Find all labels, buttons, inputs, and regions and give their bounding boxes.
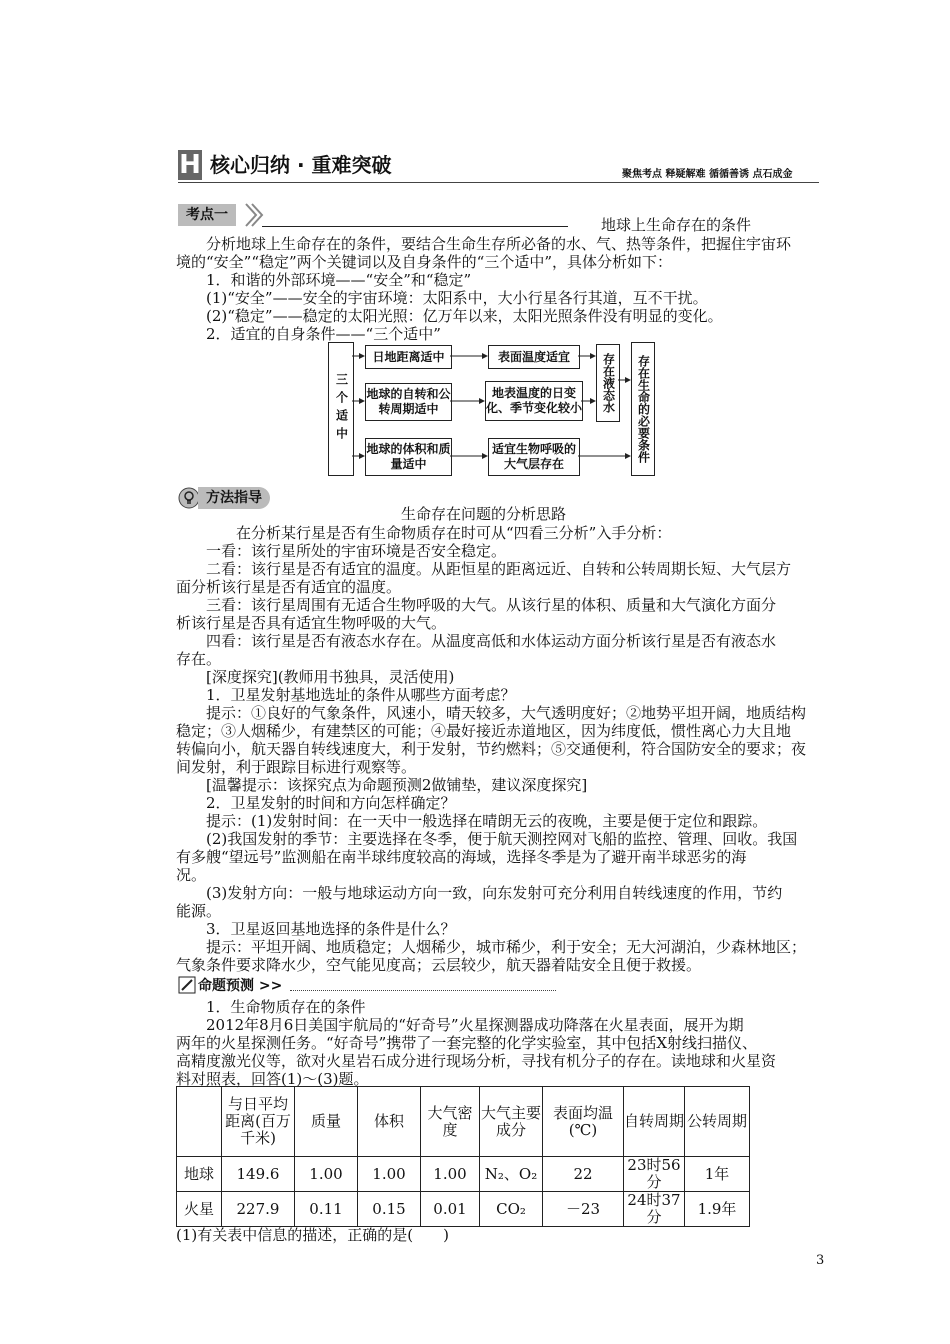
table-cell: CO₂ <box>480 1192 543 1227</box>
table-header: 与日平均距离(百万千米) <box>222 1087 295 1157</box>
table-header: 表面均温(℃) <box>543 1087 624 1157</box>
lightbulb-icon <box>178 487 200 509</box>
table-header: 大气密度 <box>421 1087 480 1157</box>
kaodian-arrow-icon <box>244 202 264 228</box>
para3-line: 2012年8月6日美国宇航局的“好奇号”火星探测器成功降落在火星表面，展开为期 <box>176 1016 744 1034</box>
table-row <box>177 1157 750 1192</box>
diagram-mid-box: 存在液态水 <box>596 344 620 422</box>
pencil-icon <box>178 976 196 994</box>
predict-rule <box>290 990 556 991</box>
para2-line: 提示：(1)发射时间：在一天中一般选择在晴朗无云的夜晚，主要是便于定位和跟踪。 <box>176 812 768 830</box>
para2-line: 气象条件要求降水少，空气能见度高；云层较少，航天器着陆安全且便于救援。 <box>176 956 702 974</box>
table-cell: 0.11 <box>295 1192 358 1227</box>
para2-line: 2．卫星发射的时间和方向怎样确定？ <box>176 794 456 812</box>
diagram-row1-b: 表面温度适宜 <box>488 345 580 369</box>
para2-line: 四看：该行星是否有液态水存在。从温度高低和水体运动方面分析该行星是否有液态水 <box>176 632 777 650</box>
table-row <box>177 1192 750 1227</box>
table-cell: 1.00 <box>358 1157 421 1192</box>
section-subtitle: 聚焦考点 释疑解难 循循善诱 点石成金 <box>622 169 793 180</box>
para2-line: 能源。 <box>176 902 222 920</box>
table-cell: 149.6 <box>222 1157 295 1192</box>
para2-line: 在分析某行星是否有生命物质存在时可从“四看三分析”入手分析： <box>176 524 672 542</box>
table-cell: 1.9年 <box>685 1192 750 1227</box>
para3-line: 高精度激光仪等，欲对火星岩石成分进行现场分析，寻找有机分子的存在。读地球和火星资 <box>176 1052 777 1070</box>
para3-line: 1．生命物质存在的条件 <box>176 998 366 1016</box>
diagram-right-box: 存在生命的必要条件 <box>631 342 655 476</box>
para2-line: 二看：该行星是否有适宜的温度。从距恒星的距离远近、自转和公转周期长短、大气层方 <box>176 560 792 578</box>
para1-line: 1．和谐的外部环境——“安全”和“稳定” <box>176 271 472 289</box>
para2-line: 面分析该行星是否有适宜的温度。 <box>176 578 402 596</box>
table-cell: 0.15 <box>358 1192 421 1227</box>
table-cell: 1.00 <box>421 1157 480 1192</box>
diagram-row3-b: 适宜生物呼吸的大气层存在 <box>488 438 580 476</box>
para3-line: 两年的火星探测任务。“好奇号”携带了一套完整的化学实验室，其中包括X射线扫描仪、 <box>176 1034 758 1052</box>
diagram-row3-a: 地球的体积和质量适中 <box>365 438 452 476</box>
table-cell: 火星 <box>177 1192 222 1227</box>
para2-line: 1．卫星发射基地选址的条件从哪些方面考虑？ <box>176 686 516 704</box>
para2-line: 一看：该行星所处的宇宙环境是否安全稳定。 <box>176 542 507 560</box>
comparison-table <box>176 1086 750 1227</box>
diagram-left-box: 三个适中 <box>328 342 354 476</box>
para2-line: [深度探究](教师用书独具，灵活使用) <box>176 668 455 686</box>
table-header <box>177 1087 222 1157</box>
para2-line: 三看：该行星周围有无适合生物呼吸的大气。从该行星的体积、质量和大气演化方面分 <box>176 596 777 614</box>
para2-line: 3．卫星返回基地选择的条件是什么？ <box>176 920 456 938</box>
para2-line: 况。 <box>176 866 207 884</box>
table-header: 大气主要成分 <box>480 1087 543 1157</box>
table-cell: 24时37分 <box>624 1192 685 1227</box>
method-tag: 方法指导 <box>198 487 270 509</box>
table-cell: 1年 <box>685 1157 750 1192</box>
para2-line: 稳定；③人烟稀少，有建禁区的可能；④最好接近赤道地区，因为纬度低，惯性离心力大且地 <box>176 722 792 740</box>
diagram-arrows <box>328 340 658 480</box>
diagram-row1-a: 日地距离适中 <box>365 345 452 369</box>
table-cell: 22 <box>543 1157 624 1192</box>
table-cell: 227.9 <box>222 1192 295 1227</box>
para2-line: 存在。 <box>176 650 222 668</box>
para1-line: (1)“安全”——安全的宇宙环境：太阳系中，大小行星各行其道，互不干扰。 <box>176 289 708 307</box>
para3-line: 料对照表，回答(1)～(3)题。 <box>176 1070 369 1088</box>
table-cell: －23 <box>543 1192 624 1227</box>
table-cell: 0.01 <box>421 1192 480 1227</box>
para1-line: 2．适宜的自身条件——“三个适中” <box>176 325 441 343</box>
para2-line: 析该行星是否具有适宜生物呼吸的大气。 <box>176 614 447 632</box>
header-badge: H <box>179 150 201 180</box>
para2-line: 转偏向小，航天器自转线速度大，利于发射，节约燃料；⑤交通便利，符合国防安全的要求；夜 <box>176 740 807 758</box>
table-header: 体积 <box>358 1087 421 1157</box>
kaodian-rule <box>262 226 568 227</box>
diagram-row2-b: 地表温度的日变化、季节变化较小 <box>485 381 583 421</box>
para2-line: (2)我国发射的季节：主要选择在冬季，便于航天测控网对飞船的监控、管理、回收。我国 <box>176 830 798 848</box>
table-header: 自转周期 <box>624 1087 685 1157</box>
method-title: 生命存在问题的分析思路 <box>401 505 567 523</box>
table-header: 公转周期 <box>685 1087 750 1157</box>
kaodian-tag: 考点一 <box>178 204 236 226</box>
para2-line: [温馨提示：该探究点为命题预测2做铺垫，建议深度探究] <box>176 776 588 794</box>
diagram-row2-a: 地球的自转和公转周期适中 <box>365 383 452 421</box>
question: (1)有关表中信息的描述，正确的是( ) <box>176 1226 449 1244</box>
para1-line: (2)“稳定”——稳定的太阳光照：亿万年以来，太阳光照条件没有明显的变化。 <box>176 307 723 325</box>
kaodian-title: 地球上生命存在的条件 <box>601 216 752 234</box>
para2-line: (3)发射方向：一般与地球运动方向一致，向东发射可充分利用自转线速度的作用，节约 <box>176 884 783 902</box>
table-cell: 23时56分 <box>624 1157 685 1192</box>
para2-line: 间发射，利于跟踪目标进行观察等。 <box>176 758 417 776</box>
predict-tag: 命题预测 >> <box>198 978 283 994</box>
para1-line: 分析地球上生命存在的条件，要结合生命生存所必备的水、气、热等条件，把握住宇宙环 <box>176 235 792 253</box>
para2-line: 提示：①良好的气象条件，风速小，晴天较多，大气透明度好；②地势平坦开阔，地质结构 <box>176 704 807 722</box>
table-cell: N₂、O₂ <box>480 1157 543 1192</box>
table-cell: 地球 <box>177 1157 222 1192</box>
table-header: 质量 <box>295 1087 358 1157</box>
para2-line: 提示：平坦开阔、地质稳定；人烟稀少，城市稀少，利于安全；无大河湖泊，少森林地区； <box>176 938 807 956</box>
para2-line: 有多艘“望远号”监测船在南半球纬度较高的海域，选择冬季是为了避开南半球恶劣的海 <box>176 848 747 866</box>
page-number: 3 <box>816 1253 825 1268</box>
header-rule <box>178 182 819 183</box>
section-title: 核心归纳 · 重难突破 <box>210 153 392 177</box>
para1-line: 境的“安全”“稳定”两个关键词以及自身条件的“三个适中”，具体分析如下： <box>176 253 673 271</box>
table-cell: 1.00 <box>295 1157 358 1192</box>
